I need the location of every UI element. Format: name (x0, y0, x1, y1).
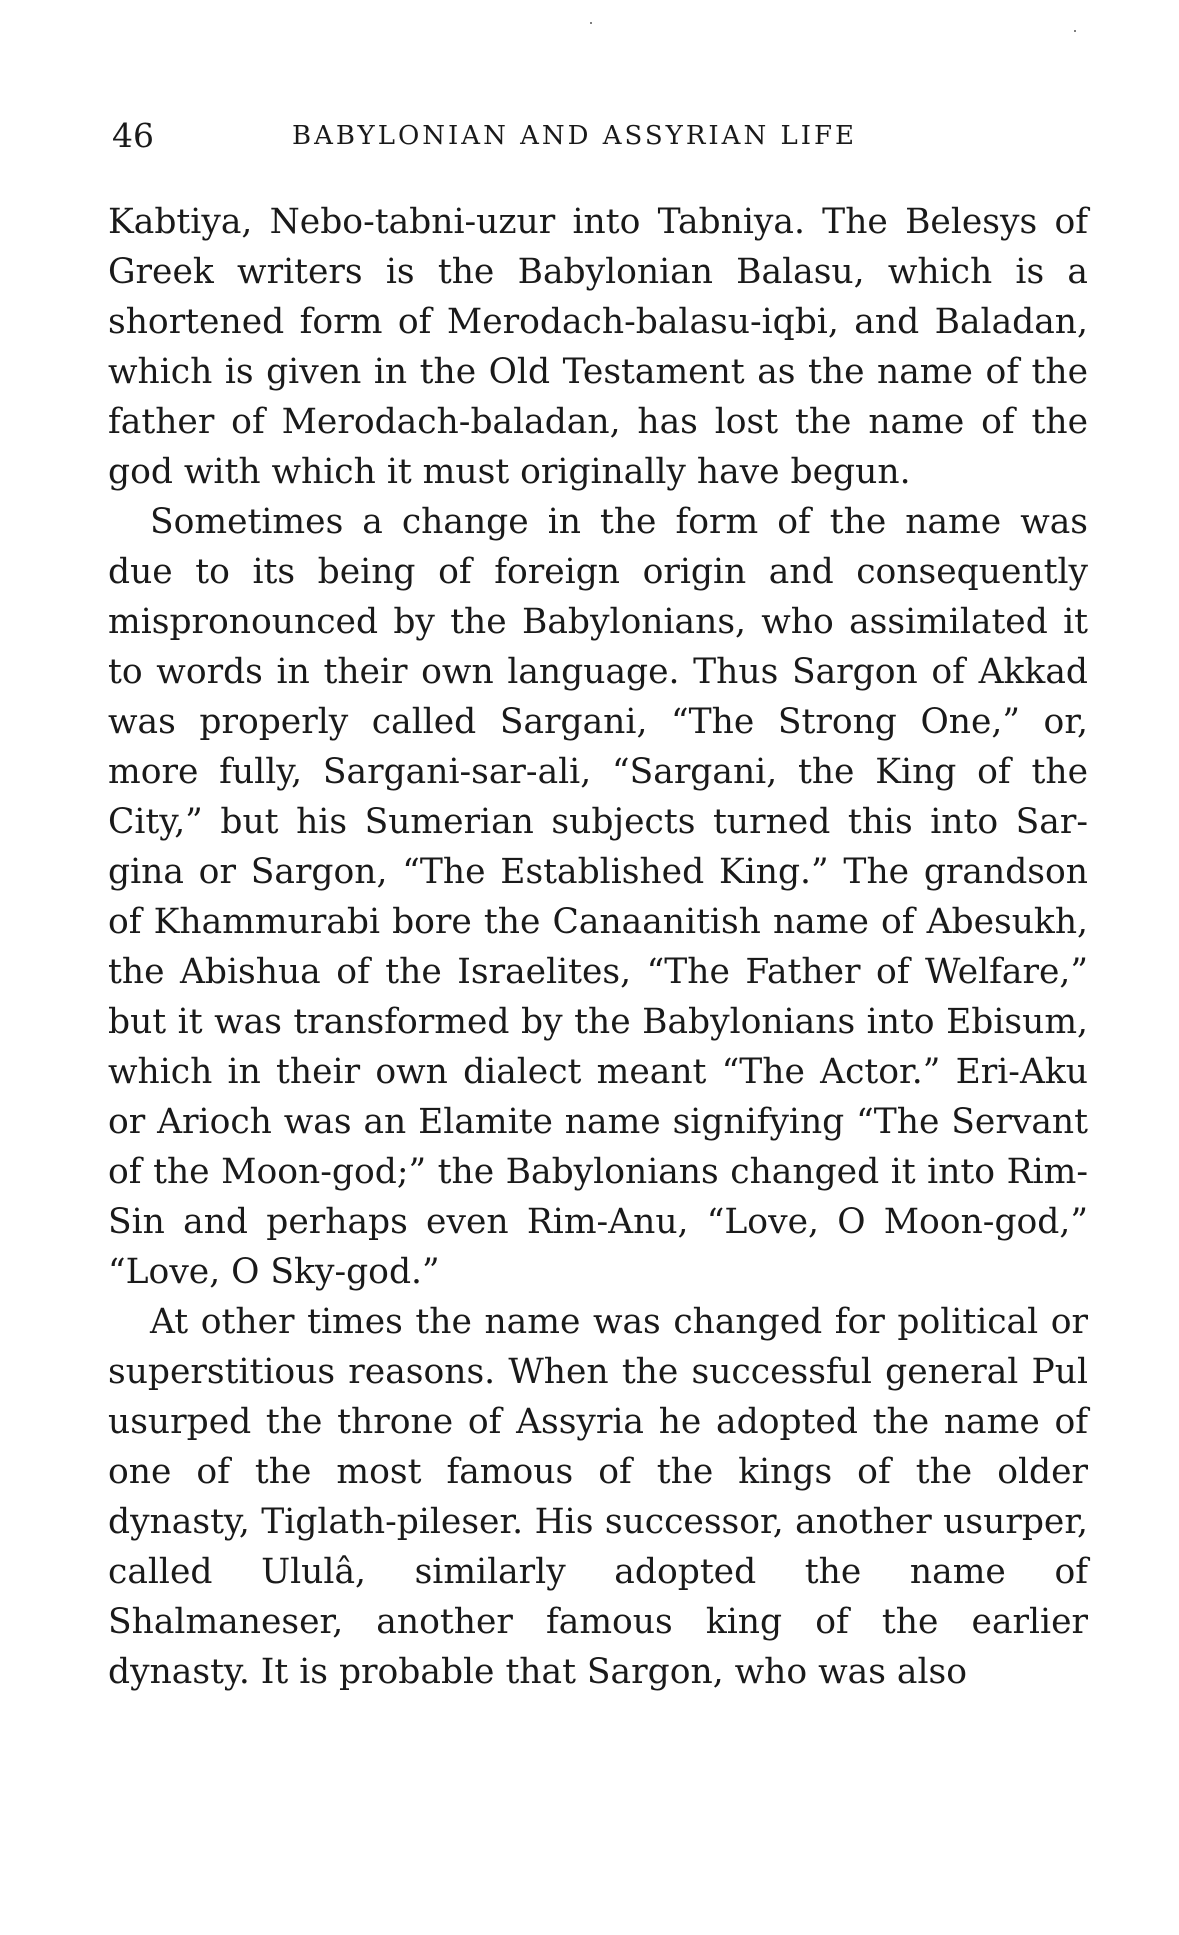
paragraph-foreign-names: Sometimes a change in the form of the name was due to its being of foreign origin and consequently mispronounced by the Babylonians, who assimilated it to words in their own language. Thus Sargon of Akkad was properly called Sargani, “The Strong One,” or, more fully, Sargani-sar-ali, “Sargani, the King of the City,” but his Sumerian subjects turned this into Sar-gina or Sargon, “The Established King.” The grandson of Khammurabi bore the Canaanitish name of Abesukh, the Abishua of the Israelites, “The Father of Welfare,” but it was transformed by the Babylonians into Ebisum, which in their own dialect meant “The Actor.” Eri-Aku or Arioch was an Elamite name signifying “The Servant of the Moon-god;” the Babylonians changed it into Rim-Sin and perhaps even Rim-Anu, “Love, O Moon-god,” “Love, O Sky-god.” (108, 502, 1088, 1292)
paragraph-continuation: Kabtiya, Nebo-tabni-uzur into Tabniya. The Belesys of Greek writers is the Babylonian Balasu, which is a shortened form of Merodach-balasu-iqbi, and Baladan, which is given in the Old Testament as the name of the father of Merodach-baladan, has lost the name of the god with which it must originally have begun. (108, 202, 1088, 492)
page-number: 46 (112, 116, 154, 155)
scan-speck (1074, 30, 1076, 32)
scan-speck (590, 22, 592, 24)
body-text (108, 197, 1088, 1697)
running-head: BABYLONIAN AND ASSYRIAN LIFE (292, 121, 858, 151)
page-header (112, 112, 1092, 160)
paragraph-political-names: At other times the name was changed for political or superstitious reasons. When the successful general Pul usurped the throne of Assyria he adopted the name of one of the most famous of the kings of the older dynasty, Tiglath-pileser. His successor, another usurper, called Ululâ, similarly adopted the name of Shalmaneser, another famous king of the earlier dynasty. It is probable that Sargon, who was also (108, 1302, 1088, 1692)
